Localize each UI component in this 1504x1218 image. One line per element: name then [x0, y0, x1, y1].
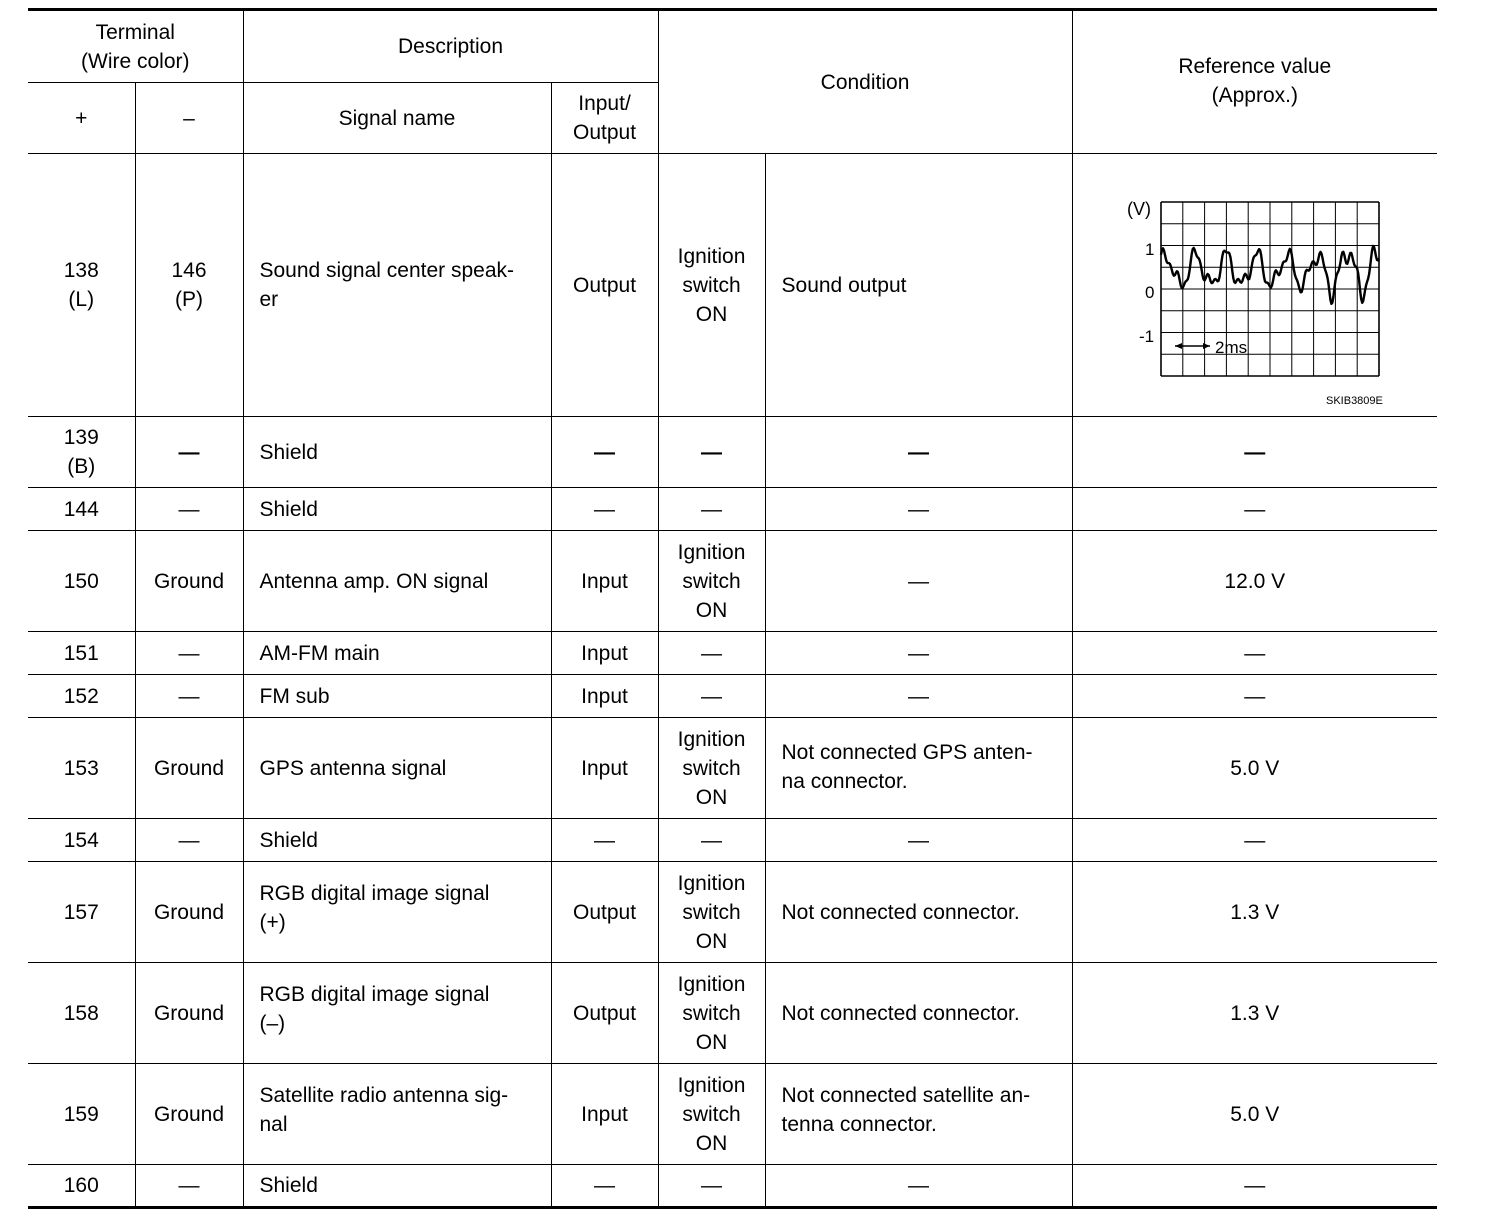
terminal-plus: 152 [28, 675, 135, 718]
description-header: Description [243, 10, 658, 83]
terminal-plus: 159 [28, 1064, 135, 1165]
terminal-plus: 153 [28, 718, 135, 819]
signal-name: Antenna amp. ON signal [243, 531, 551, 632]
waveform-svg [1085, 154, 1425, 416]
condition-header: Condition [658, 10, 1072, 154]
signal-name: Shield [243, 488, 551, 531]
signal-name: Shield [243, 819, 551, 862]
terminal-plus: 157 [28, 862, 135, 963]
input-output: Output [551, 154, 658, 417]
condition-detail: Not connected satellite an- tenna connector. [765, 1064, 1072, 1165]
tick-label: 1 [1144, 240, 1155, 259]
reference-value: — [1072, 488, 1437, 531]
terminal-minus: Ground [135, 718, 243, 819]
table-row [28, 417, 1437, 488]
table-row [28, 154, 1437, 417]
condition-detail: Sound output [765, 154, 1072, 417]
terminal-plus: 138 (L) [28, 154, 135, 417]
table-row [28, 675, 1437, 718]
signal-name: Shield [243, 417, 551, 488]
terminal-minus: Ground [135, 862, 243, 963]
input-output: — [551, 417, 658, 488]
tick-label: -1 [1138, 327, 1154, 346]
signal-name-header: Signal name [243, 83, 551, 154]
table-row [28, 531, 1437, 632]
input-output: Input [551, 718, 658, 819]
header-row-1 [28, 10, 1437, 83]
table-row [28, 1165, 1437, 1208]
reference-header: Reference value (Approx.) [1072, 10, 1437, 154]
terminal-header: Terminal (Wire color) [28, 10, 243, 83]
signal-name: Satellite radio antenna sig- nal [243, 1064, 551, 1165]
input-output: — [551, 488, 658, 531]
time-scale-label: 2ms [1214, 338, 1247, 357]
reference-value: — [1072, 675, 1437, 718]
signal-name: AM-FM main [243, 632, 551, 675]
condition-detail: Not connected GPS anten- na connector. [765, 718, 1072, 819]
input-output: Input [551, 675, 658, 718]
condition-switch: Ignition switch ON [658, 1064, 765, 1165]
condition-switch: Ignition switch ON [658, 531, 765, 632]
terminal-minus: — [135, 488, 243, 531]
reference-value-waveform [1072, 154, 1437, 417]
minus-header: – [135, 83, 243, 154]
input-output: — [551, 819, 658, 862]
signal-name: Sound signal center speak- er [243, 154, 551, 417]
terminal-plus: 158 [28, 963, 135, 1064]
condition-switch: Ignition switch ON [658, 154, 765, 417]
terminal-minus: Ground [135, 963, 243, 1064]
condition-detail: — [765, 417, 1072, 488]
condition-detail: — [765, 1165, 1072, 1208]
input-output-header: Input/ Output [551, 83, 658, 154]
condition-switch: — [658, 632, 765, 675]
table-row [28, 718, 1437, 819]
condition-switch: — [658, 1165, 765, 1208]
reference-value: 1.3 V [1072, 862, 1437, 963]
waveform-figure [1085, 154, 1425, 416]
terminal-minus: 146 (P) [135, 154, 243, 417]
input-output: Input [551, 1064, 658, 1165]
terminal-minus: — [135, 675, 243, 718]
table-row [28, 862, 1437, 963]
input-output: Output [551, 963, 658, 1064]
condition-detail: — [765, 675, 1072, 718]
condition-switch: — [658, 417, 765, 488]
terminal-plus: 144 [28, 488, 135, 531]
condition-switch: — [658, 488, 765, 531]
condition-detail: — [765, 632, 1072, 675]
signal-name: FM sub [243, 675, 551, 718]
terminal-minus: Ground [135, 531, 243, 632]
condition-detail: — [765, 488, 1072, 531]
reference-value: 12.0 V [1072, 531, 1437, 632]
condition-detail: — [765, 819, 1072, 862]
signal-name: Shield [243, 1165, 551, 1208]
terminal-minus: — [135, 632, 243, 675]
input-output: — [551, 1165, 658, 1208]
table-row [28, 632, 1437, 675]
table-row [28, 488, 1437, 531]
waveform-grid [1161, 202, 1379, 376]
plus-header: + [28, 83, 135, 154]
terminal-plus: 150 [28, 531, 135, 632]
condition-switch: — [658, 675, 765, 718]
table-row [28, 963, 1437, 1064]
table-row [28, 1064, 1437, 1165]
reference-value: 5.0 V [1072, 1064, 1437, 1165]
condition-detail: — [765, 531, 1072, 632]
terminal-plus: 151 [28, 632, 135, 675]
terminal-minus: — [135, 1165, 243, 1208]
waveform-unit: (V) [1126, 199, 1151, 219]
input-output: Output [551, 862, 658, 963]
signal-name: RGB digital image signal (–) [243, 963, 551, 1064]
reference-value: — [1072, 417, 1437, 488]
reference-value: — [1072, 632, 1437, 675]
signal-name: RGB digital image signal (+) [243, 862, 551, 963]
reference-value: — [1072, 819, 1437, 862]
terminal-table-sheet [28, 8, 1437, 1212]
condition-detail: Not connected connector. [765, 963, 1072, 1064]
condition-switch: — [658, 819, 765, 862]
terminal-minus: — [135, 417, 243, 488]
terminal-minus: Ground [135, 1064, 243, 1165]
figure-code: SKIB3809E [1325, 395, 1383, 407]
terminal-plus: 139 (B) [28, 417, 135, 488]
reference-value: 1.3 V [1072, 963, 1437, 1064]
reference-value: 5.0 V [1072, 718, 1437, 819]
input-output: Input [551, 632, 658, 675]
table-row [28, 819, 1437, 862]
terminal-plus: 154 [28, 819, 135, 862]
input-output: Input [551, 531, 658, 632]
reference-value: — [1072, 1165, 1437, 1208]
terminal-plus: 160 [28, 1165, 135, 1208]
signal-name: GPS antenna signal [243, 718, 551, 819]
time-scale-arrow [1175, 343, 1210, 349]
terminal-minus: — [135, 819, 243, 862]
condition-switch: Ignition switch ON [658, 862, 765, 963]
condition-switch: Ignition switch ON [658, 718, 765, 819]
condition-switch: Ignition switch ON [658, 963, 765, 1064]
tick-label: 0 [1144, 283, 1155, 302]
terminal-reference-table [28, 8, 1437, 1209]
condition-detail: Not connected connector. [765, 862, 1072, 963]
